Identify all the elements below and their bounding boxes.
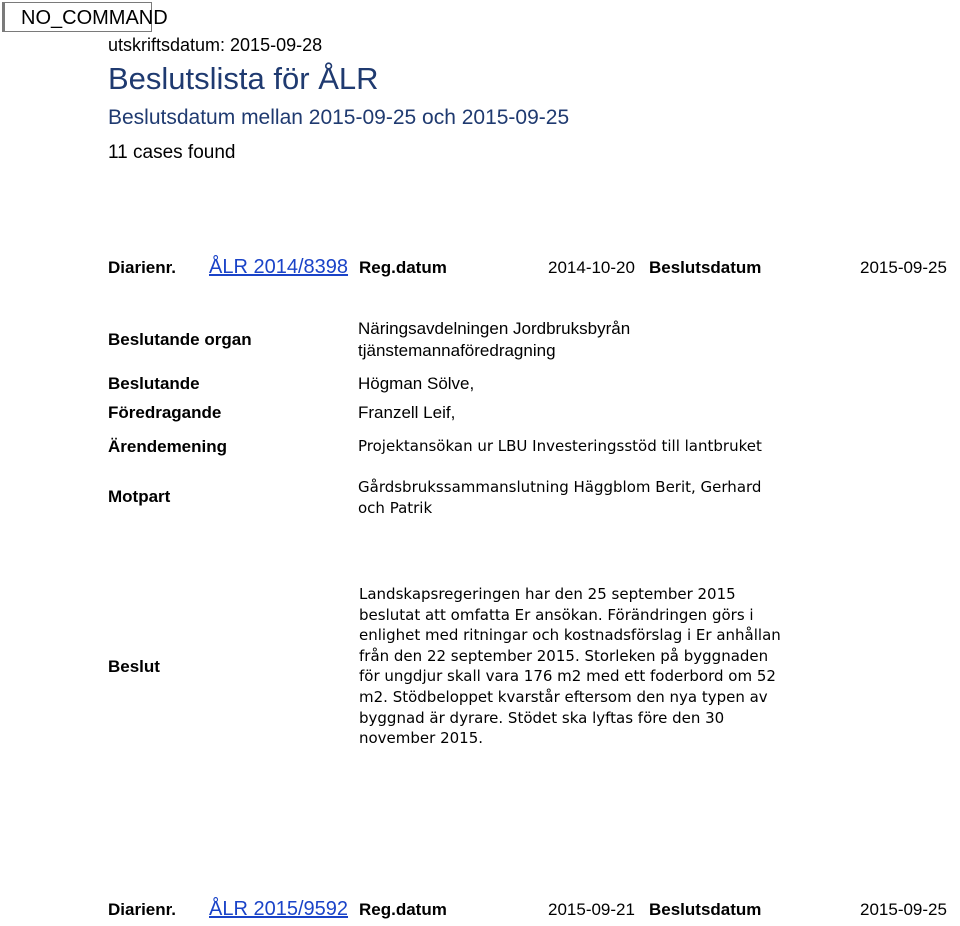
motpart-label: Motpart xyxy=(108,487,171,506)
foredragande-value: Franzell Leif, xyxy=(358,403,456,422)
beslut-line: från den 22 september 2015. Storleken på byggnaden xyxy=(359,646,769,665)
beslutsdatum-label: Beslutsdatum xyxy=(649,258,762,277)
beslutande-organ-line2: tjänstemannaföredragning xyxy=(358,341,556,360)
beslut-line: m2. Stödbeloppet kvarstår eftersom den nya typen av xyxy=(359,687,768,706)
beslut-line: enlighet med ritningar och kostnadsförslag i Er anhållan xyxy=(359,626,781,645)
beslut-line: november 2015. xyxy=(359,729,484,748)
diarienr-label: Diarienr. xyxy=(108,258,177,277)
beslutande-value: Högman Sölve, xyxy=(358,374,475,393)
regdatum-value: 2014-10-20 xyxy=(548,258,635,277)
beslutsdatum-value: 2015-09-25 xyxy=(860,258,947,277)
beslutande-label: Beslutande xyxy=(108,374,200,393)
regdatum-label: Reg.datum xyxy=(359,900,447,919)
diarienr-link[interactable]: ÅLR 2014/8398 xyxy=(209,256,349,278)
command-box: NO_COMMAND xyxy=(2,2,152,32)
beslutande-organ-label: Beslutande organ xyxy=(108,330,252,349)
beslutsdatum-label: Beslutsdatum xyxy=(649,900,762,919)
arendemening-value: Projektansökan ur LBU Investeringsstöd till lantbruket xyxy=(358,437,762,455)
beslutsdatum-value: 2015-09-25 xyxy=(860,900,947,919)
regdatum-label: Reg.datum xyxy=(359,258,447,277)
foredragande-label: Föredragande xyxy=(108,403,222,422)
beslut-line: för ungdjur skall vara 176 m2 med ett foderbord om 52 xyxy=(359,667,776,686)
arendemening-label: Ärendemening xyxy=(108,437,228,456)
beslutande-organ-line1: Näringsavdelningen Jordbruksbyrån xyxy=(358,319,631,338)
beslut-text xyxy=(359,584,781,749)
case-count: 11 cases found xyxy=(108,142,236,163)
diarienr-link[interactable]: ÅLR 2015/9592 xyxy=(209,898,349,920)
beslut-line: byggnad är dyrare. Stödet ska lyftas före den 30 xyxy=(359,708,725,727)
motpart-line1: Gårdsbrukssammanslutning Häggblom Berit, Gerhard xyxy=(358,478,762,496)
beslut-label: Beslut xyxy=(108,657,160,676)
regdatum-value: 2015-09-21 xyxy=(548,900,635,919)
motpart-line2: och Patrik xyxy=(358,499,433,517)
page-title: Beslutslista för ÅLR xyxy=(108,61,379,96)
print-date: utskriftsdatum: 2015-09-28 xyxy=(108,35,323,55)
beslut-line: Landskapsregeringen har den 25 september 2015 xyxy=(359,585,736,603)
beslut-line: beslutat att omfatta Er ansökan. Förändringen görs i xyxy=(359,605,754,624)
page-subtitle: Beslutsdatum mellan 2015-09-25 och 2015-09-25 xyxy=(108,106,570,129)
diarienr-label: Diarienr. xyxy=(108,900,177,919)
